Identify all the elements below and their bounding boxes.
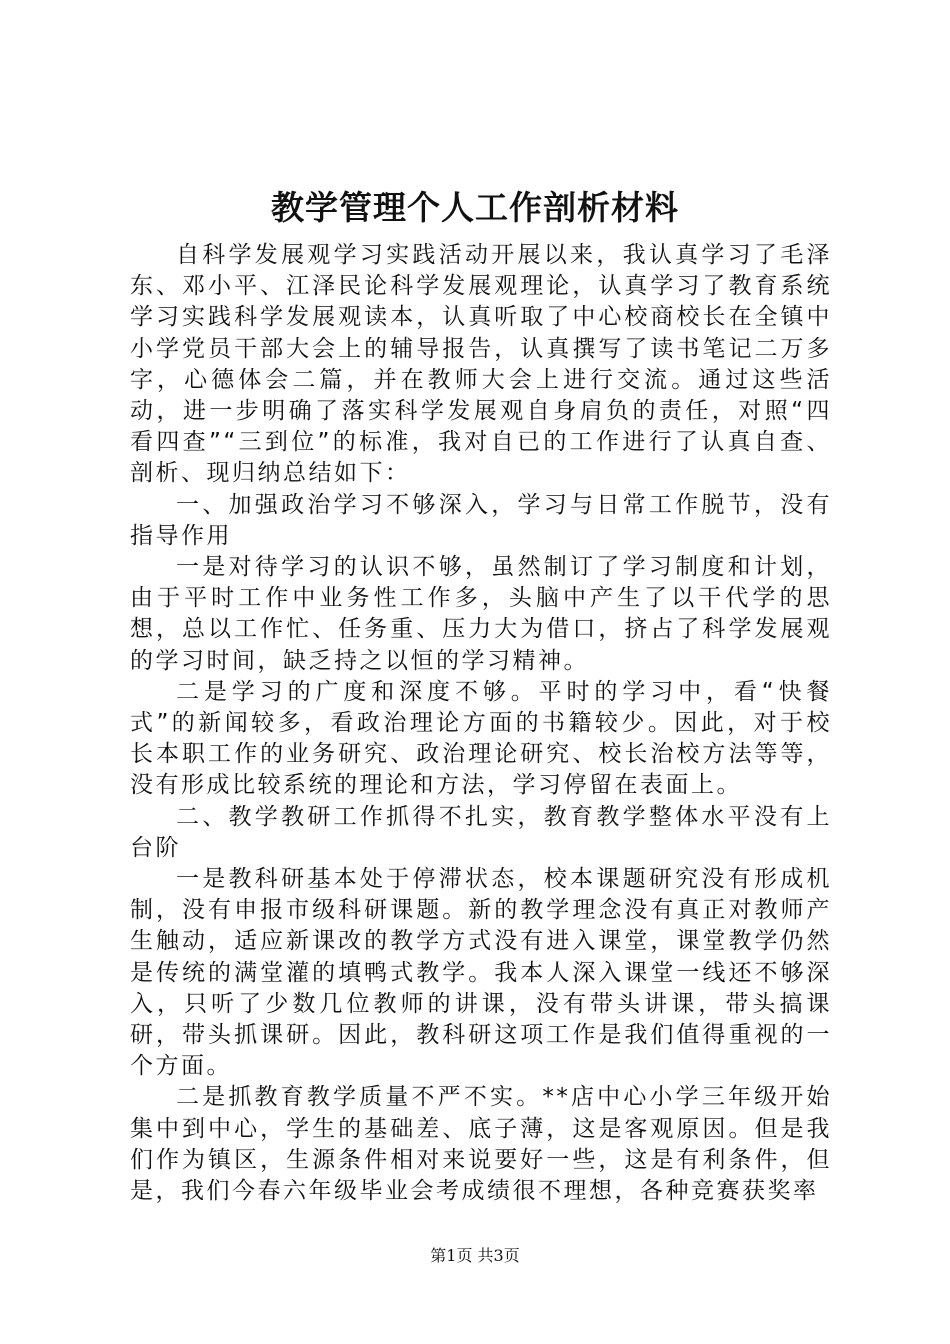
paragraph-intro: 自科学发展观学习实践活动开展以来，我认真学习了毛泽东、邓小平、江泽民论科学发展观理论，认真学习了教育系统学习实践科学发展观读本，认真听取了中心校商校长在全镇中小学党员干部大会上的辅导报告，认真撰写了读书笔记二万多字，心德体会二篇，并在教师大会上进行交流。通过这些活动，进一步明确了落实科学发展观自身肩负的责任，对照“四看四查”“三到位”的标准，我对自已的工作进行了认真自查、剖析、现归纳总结如下： bbox=[130, 242, 832, 487]
paragraph-2-2: 二是抓教育教学质量不严不实。**店中心小学三年级开始集中到中心，学生的基础差、底子薄，这是客观原因。但是我们作为镇区，生源条件相对来说要好一些，这是有利条件，但是，我们今春六年级毕业会考成绩很不理想，各种竞赛获奖率 bbox=[130, 1084, 832, 1205]
paragraph-1-1: 一是对待学习的认识不够，虽然制订了学习制度和计划，由于平时工作中业务性工作多，头脑中产生了以干代学的思想，总以工作忙、任务重、压力大为借口，挤占了科学发展观的学习时间，缺乏持之以恒的学习精神。 bbox=[130, 554, 832, 674]
paragraph-1-2: 二是学习的广度和深度不够。平时的学习中，看“快餐式”的新闻较多，看政治理论方面的书籍较少。因此，对于校长本职工作的业务研究、政治理论研究、校长治校方法等等，没有形成比较系统的理论和方法，学习停留在表面上。 bbox=[130, 678, 832, 799]
paragraph-2-1: 一是教科研基本处于停滞状态，校本课题研究没有形成机制，没有申报市级科研课题。新的教学理念没有真正对教师产生触动，适应新课改的教学方式没有进入课堂，课堂教学仍然是传统的满堂灌的填鸭式教学。我本人深入课堂一线还不够深入，只听了少数几位教师的讲课，没有带头讲课，带头搞课研，带头抓课研。因此，教科研这项工作是我们值得重视的一个方面。 bbox=[130, 866, 832, 1080]
section-heading-2: 二、教学教研工作抓得不扎实，教育教学整体水平没有上台阶 bbox=[130, 803, 832, 861]
document-body bbox=[130, 240, 832, 1207]
section-heading-1: 一、加强政治学习不够深入，学习与日常工作脱节，没有指导作用 bbox=[130, 491, 832, 549]
document-title: 教学管理个人工作剖析材料 bbox=[271, 188, 679, 227]
page-footer: 第1页 共3页 bbox=[430, 1246, 520, 1265]
